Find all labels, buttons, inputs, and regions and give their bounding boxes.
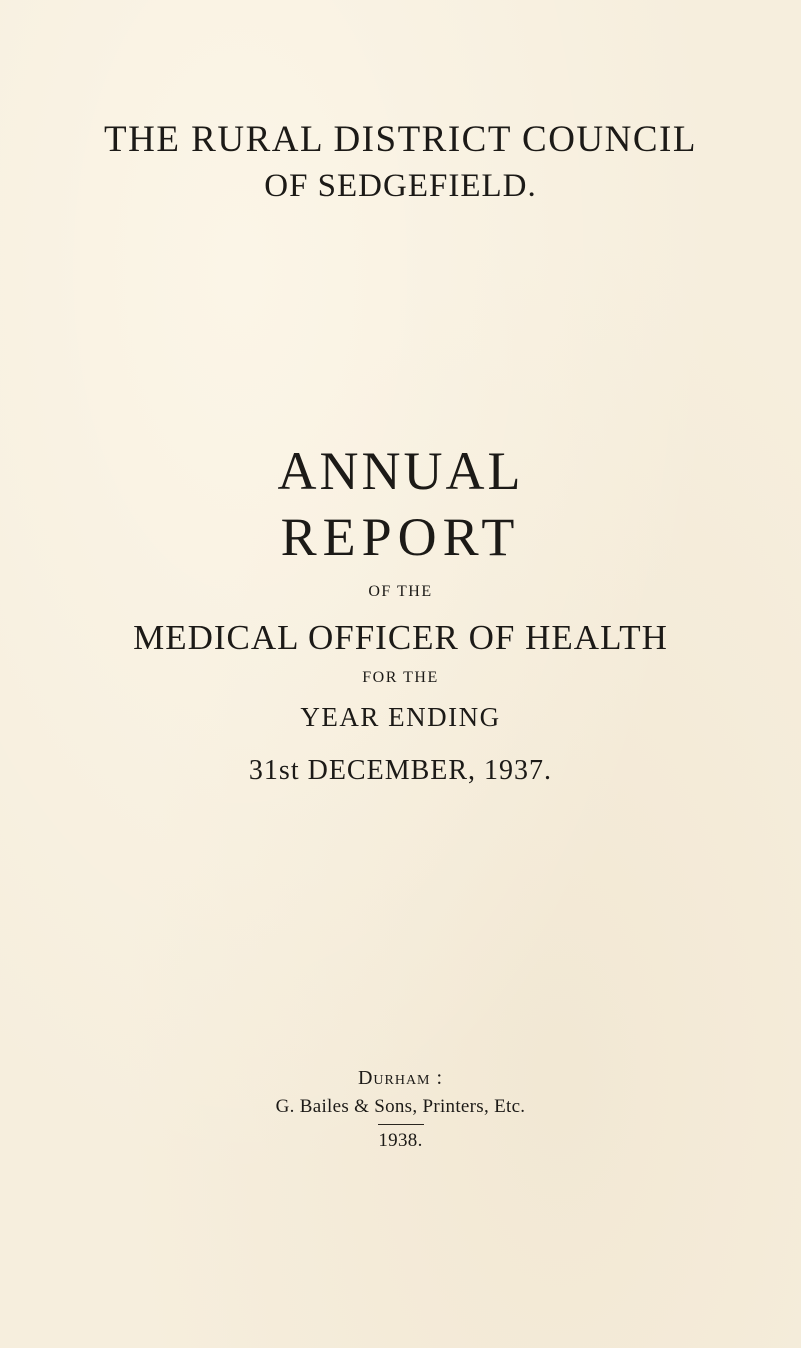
imprint-year: 1938.	[378, 1130, 423, 1151]
council-name-line-2: OF SEDGEFIELD.	[264, 168, 537, 204]
medical-officer-heading: MEDICAL OFFICER OF HEALTH	[133, 618, 668, 657]
report-title-report: REPORT	[280, 507, 521, 567]
imprint-printer: G. Bailes & Sons, Printers, Etc.	[275, 1096, 526, 1117]
imprint-divider	[378, 1124, 424, 1125]
council-name-line-1: THE RURAL DISTRICT COUNCIL	[104, 119, 697, 160]
imprint-place: Durham :	[357, 1067, 444, 1089]
year-ending-text: YEAR ENDING	[300, 702, 501, 732]
report-date: 31st DECEMBER, 1937.	[248, 755, 553, 786]
of-the-text: OF THE	[368, 583, 433, 600]
report-title-annual: ANNUAL	[277, 441, 524, 501]
for-the-text: FOR THE	[362, 669, 439, 686]
